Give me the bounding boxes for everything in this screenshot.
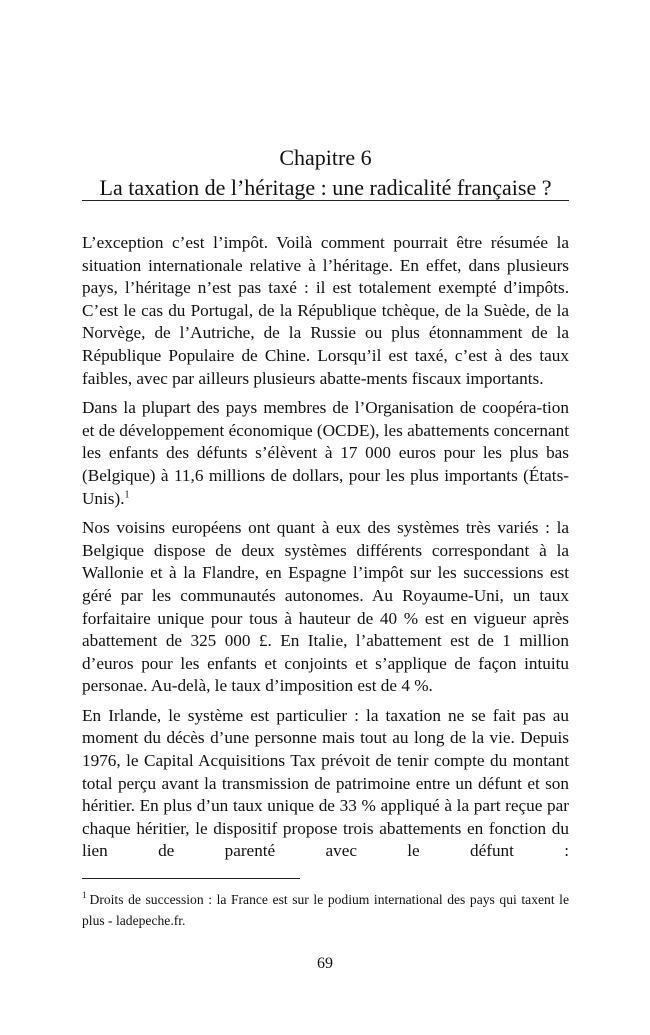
footnote-separator [82, 878, 300, 879]
paragraph-2 [82, 397, 569, 510]
paragraph-1-text: L’exception c’est l’impôt. Voilà comment pourrait être résumée la situation internationale relative à l’héritage. En effet, dans plusieurs pays, l’héritage n’est pas taxé : il est totalement exempté d’impôts. C’est le cas du Portugal, de la République tchèque, de la Suède, de la Norvège, de l’Autriche, de la Russie ou plus étonnamment de la République Populaire de Chine. Lorsqu’il est taxé, c’est à des taux faibles, avec par ailleurs plusieurs abatte-ments fiscaux importants. [82, 233, 569, 388]
paragraph-3-text: Nos voisins européens ont quant à eux des systèmes très variés : la Belgique dispose de deux systèmes différents correspondant à la Wallonie et à la Flandre, en Espagne l’impôt sur les successions est géré par les communautés autonomes. Au Royaume-Uni, un taux forfaitaire unique pour tous à hauteur de 40 % est en vigueur après abattement de 325 000 £. En Italie, l’abattement est de 1 million d’euros pour les enfants et conjoints et s’applique de façon intuitu personae. Au-delà, le taux d’imposition est de 4 %. [82, 518, 569, 696]
footnote-text: Droits de succession : la France est sur le podium international des pays qui taxent le plus - ladepeche.fr. [82, 892, 569, 928]
page-number: 69 [317, 955, 333, 972]
paragraph-3 [82, 517, 569, 698]
body-text [82, 232, 569, 870]
footnote-reference[interactable]: 1 [124, 488, 130, 500]
paragraph-2-text: Dans la plupart des pays membres de l’Organisation de coopéra-tion et de développement économique (OCDE), les abattements concernant les enfants des défunts s’élèvent à 17 000 euros pour les plus bas (Belgique) à 11,6 millions de dollars, pour les plus importants (États-Unis). [82, 398, 569, 508]
paragraph-1 [82, 232, 569, 390]
paragraph-4 [82, 705, 569, 863]
paragraph-4-text: En Irlande, le système est particulier : la taxation ne se fait pas au moment du décès d’une personne mais tout au long de la vie. Depuis 1976, le Capital Acquisitions Tax prévoit de tenir compte du montant total perçu avant la transmission de patrimoine entre un défunt et son héritier. En plus d’un taux unique de 33 % appliqué à la part reçue par chaque héritier, le dispositif propose trois abattements en fonction du lien de parenté avec le défunt : [82, 705, 569, 861]
chapter-title: La taxation de l’héritage : une radicalité française ? [99, 175, 552, 200]
chapter-label: Chapitre 6 [279, 145, 372, 170]
chapter-heading [82, 143, 569, 203]
footnote-marker: 1 [82, 890, 87, 901]
title-underline [82, 200, 569, 201]
footnote [82, 889, 569, 931]
